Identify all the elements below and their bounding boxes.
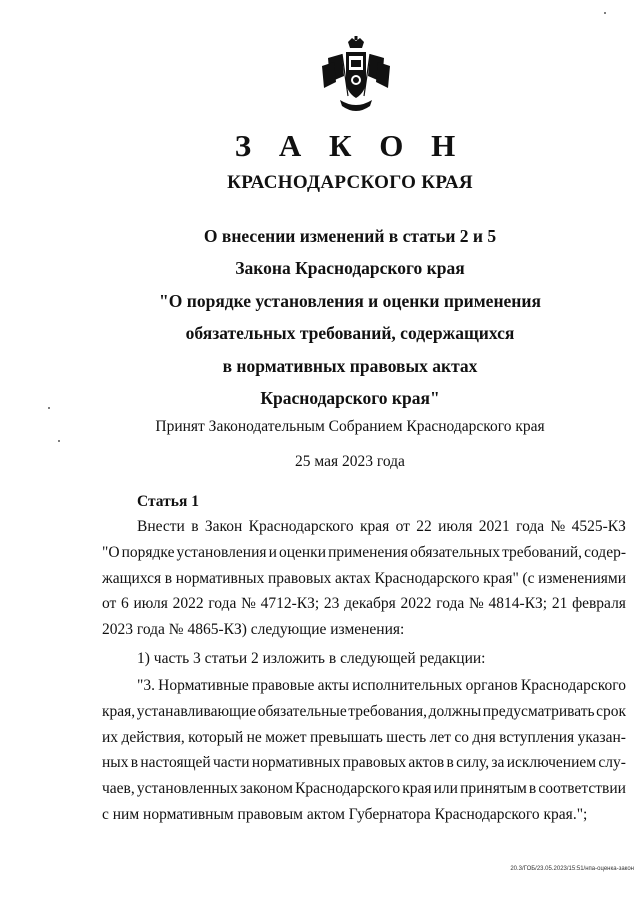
word: части [212, 754, 250, 772]
justified-line [102, 566, 626, 592]
word: указан- [577, 728, 626, 746]
law-subtitle [60, 220, 640, 414]
word: года [436, 595, 465, 613]
word: акты [317, 677, 349, 694]
word: должны [428, 702, 482, 720]
word: № [550, 518, 566, 535]
word: Внести [137, 518, 185, 535]
word: актов [408, 754, 445, 772]
word: правовых [342, 754, 407, 772]
word: 21 [551, 595, 568, 613]
word: 23 [323, 595, 340, 613]
word: или [433, 780, 458, 798]
word: 2021 [478, 518, 510, 535]
word: оценки [278, 543, 326, 561]
scan-speck [48, 407, 50, 409]
word: Краснодарского [520, 677, 626, 694]
word: установленных [136, 780, 238, 798]
word: № [241, 595, 256, 613]
word: обязательных [410, 543, 500, 561]
word: может [265, 728, 307, 746]
justified-line [102, 699, 626, 725]
word: ных [102, 754, 129, 772]
subtitle-line: "О порядке установления и оценки применения [159, 290, 541, 311]
word: исполнительных [352, 677, 463, 694]
word: 2022 [400, 595, 432, 613]
subtitle-line: обязательных требований, содержащихся [185, 323, 515, 344]
document-title: З А К О Н [234, 128, 466, 163]
word: декабря [344, 595, 396, 613]
justified-line [102, 591, 626, 617]
word: предусматривать [482, 702, 595, 720]
word: в [528, 780, 537, 798]
justified-line [102, 540, 626, 566]
word: и [268, 543, 277, 561]
word: 6 [121, 595, 129, 613]
paragraph-last-line: с ним нормативным правовым актом Губернатора Краснодарского края."; [102, 805, 588, 823]
word: (с [522, 569, 535, 587]
word: не [246, 728, 262, 746]
justified-line [102, 725, 626, 751]
word: слу- [598, 754, 626, 772]
word: в [446, 754, 454, 772]
word: Закон [204, 518, 243, 535]
word: нормативных [175, 569, 265, 587]
subtitle-line: О внесении изменений в статьи 2 и 5 [203, 226, 497, 246]
word: 22 [416, 518, 432, 535]
word: действия, [121, 728, 185, 746]
krasnodar-coat-of-arms-icon [318, 36, 394, 116]
justified-line [102, 750, 626, 776]
scan-speck [604, 12, 606, 14]
word: срок [596, 702, 626, 720]
word: шесть [386, 728, 427, 746]
word: правовых [267, 569, 332, 587]
word: принятым [460, 780, 527, 798]
word: лет [429, 728, 451, 746]
word: года [208, 595, 237, 613]
word: "О [102, 543, 120, 561]
word: Краснодарского [374, 569, 480, 587]
word: от [102, 595, 117, 613]
word: применения [328, 543, 408, 561]
word: года [516, 518, 545, 535]
document-region: КРАСНОДАРСКОГО КРАЯ [227, 172, 473, 193]
word: настоящей [140, 754, 211, 772]
word: чаев, [102, 780, 135, 798]
word: соответствии [538, 780, 626, 798]
scan-speck [58, 440, 60, 442]
word: исключением [506, 754, 597, 772]
article-intro-paragraph [102, 514, 626, 643]
word: Нормативные [158, 677, 249, 694]
word: дня [472, 728, 496, 746]
adoption-date: 25 мая 2023 года [295, 453, 405, 470]
justified-line [102, 673, 626, 699]
subtitle-line: в нормативных правовых актах [222, 355, 478, 376]
word: порядке [121, 543, 175, 561]
word: жащихся [102, 569, 162, 587]
word: за [491, 754, 505, 772]
word: 4712-КЗ; [260, 595, 320, 613]
word: края, [102, 702, 136, 720]
word: "3. [137, 677, 155, 694]
word: содер- [584, 543, 626, 561]
subtitle-line: Закона Краснодарского края [235, 258, 465, 279]
word: законом [239, 780, 293, 798]
word: правовые [251, 677, 315, 694]
adopted-by-statement: Принят Законодательным Собранием Краснодарского края [155, 418, 545, 435]
word: Краснодарского [295, 780, 401, 798]
word: силу, [456, 754, 490, 772]
word: требования, [348, 702, 428, 720]
word: 4814-КЗ; [488, 595, 548, 613]
word: превышать [309, 728, 383, 746]
word: февраля [572, 595, 626, 613]
document-registration-code: 20.3/ГОБ/23.05.2023/15:51/нпа-оценка-закон [510, 866, 634, 872]
word: в [191, 518, 199, 535]
word: актах [335, 569, 371, 587]
article-heading: Статья 1 [137, 493, 199, 510]
word: который [188, 728, 244, 746]
word: устанавливающие [136, 702, 257, 720]
quoted-amendment-paragraph [102, 673, 626, 828]
word: изменениями [538, 569, 626, 587]
word: органов [465, 677, 518, 694]
word: обязательные [257, 702, 347, 720]
justified-line [102, 514, 626, 540]
justified-line [102, 776, 626, 802]
word: в [130, 754, 139, 772]
word: 2022 [172, 595, 204, 613]
word: июля [133, 595, 168, 613]
word: края [402, 780, 432, 798]
word: 4525-КЗ [571, 518, 626, 535]
word: нормативных [251, 754, 341, 772]
word: требований, [502, 543, 583, 561]
word: № [469, 595, 484, 613]
word: вступления [499, 728, 575, 746]
word: июля [438, 518, 473, 535]
word: края [360, 518, 390, 535]
word: установления [176, 543, 267, 561]
word: в [164, 569, 173, 587]
subtitle-line: Краснодарского края" [260, 388, 440, 409]
paragraph-last-line: 2023 года № 4865-КЗ) следующие изменения: [102, 621, 405, 639]
word: Краснодарского [248, 518, 354, 535]
list-item-1: 1) часть 3 статьи 2 изложить в следующей редакции: [137, 650, 486, 667]
word: от [395, 518, 410, 535]
word: их [102, 728, 119, 746]
word: края" [483, 569, 519, 587]
word: со [454, 728, 470, 746]
